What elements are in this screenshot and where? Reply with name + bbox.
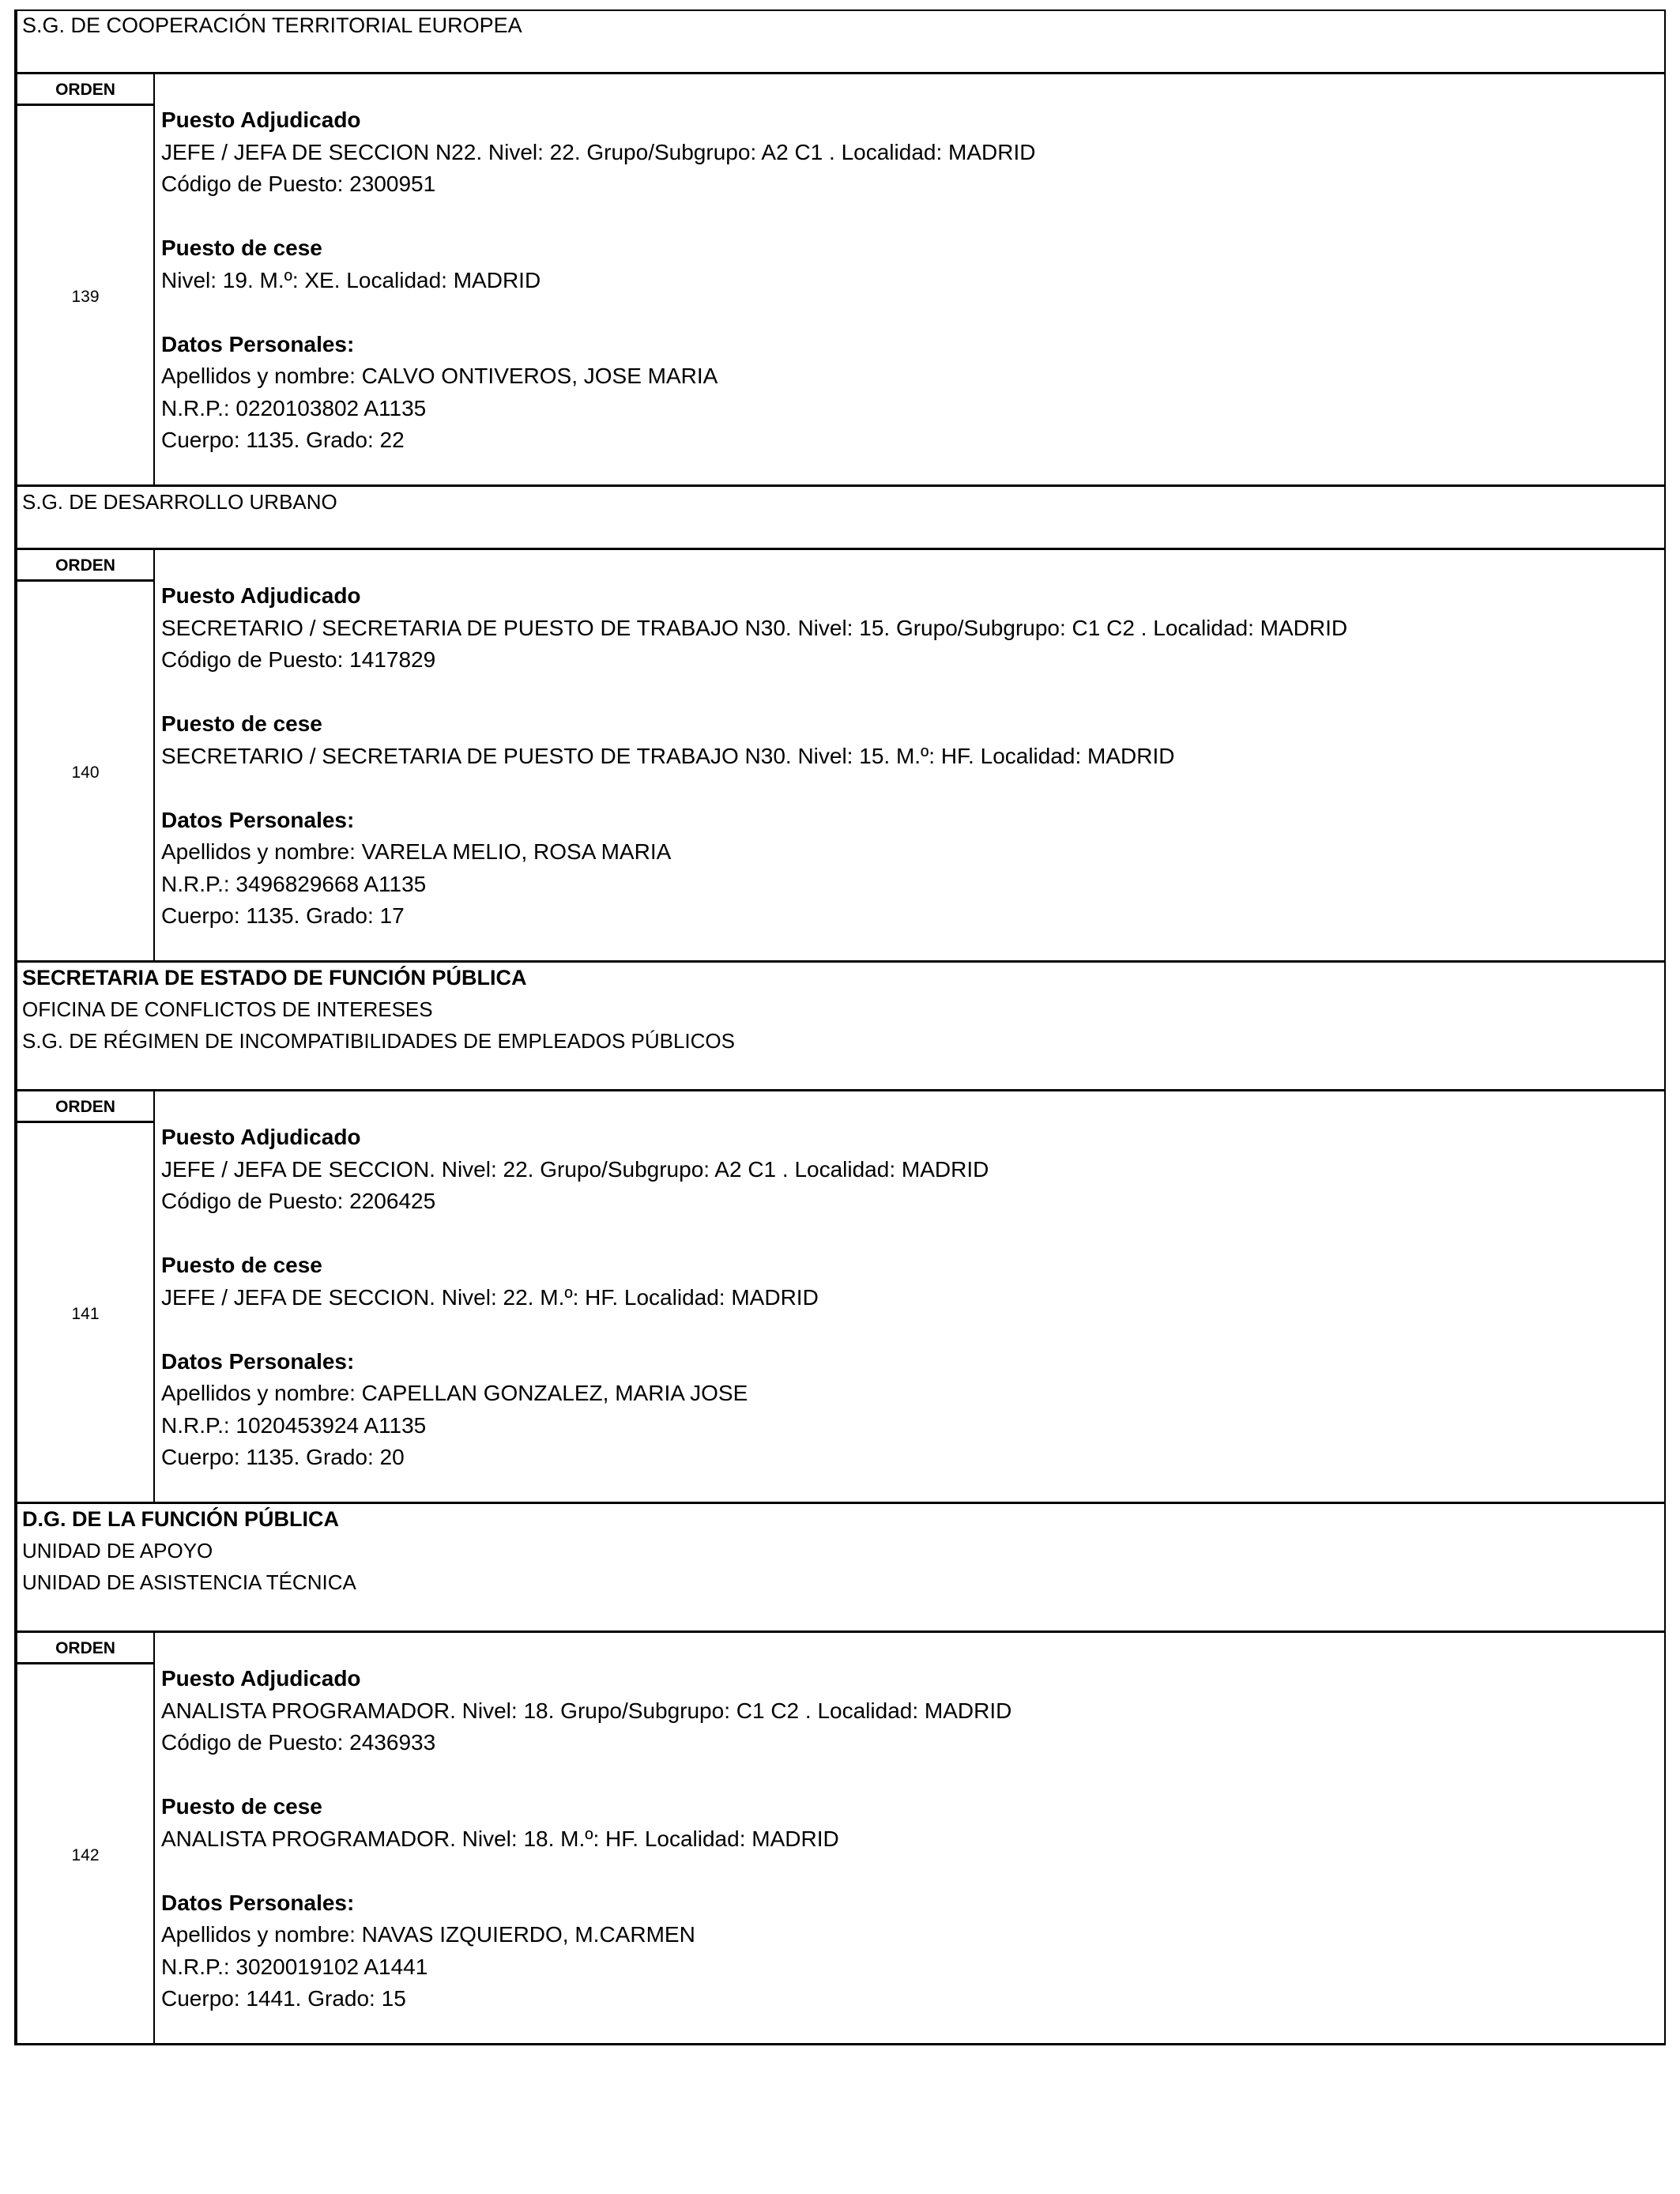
entry-content [161,1122,989,1474]
orden-number: 140 [71,763,100,782]
orden-column [17,550,155,960]
section-header [17,11,1664,74]
apellidos-nombre: Apellidos y nombre: VARELA MELIO, ROSA MARIA [161,839,672,864]
codigo-puesto: Código de Puesto: 2206425 [161,1189,436,1213]
orden-label: ORDEN [17,74,153,106]
entry-row [17,1091,1664,1504]
datos-personales-label: Datos Personales: [161,331,355,356]
section-heading: D.G. DE LA FUNCIÓN PÚBLICA [22,1507,339,1531]
cese-line: ANALISTA PROGRAMADOR. Nivel: 18. M.º: HF. Localidad: MADRID [161,1826,839,1851]
entry-row [17,74,1664,487]
puesto-cese-label: Puesto de cese [161,1794,322,1819]
orden-column [17,1091,155,1502]
puesto-adjudicado-label: Puesto Adjudicado [161,583,361,608]
cese-line: SECRETARIO / SECRETARIA DE PUESTO DE TRABAJO N30. Nivel: 15. M.º: HF. Localidad: MADRID [161,743,1175,768]
codigo-puesto: Código de Puesto: 1417829 [161,647,436,672]
cuerpo-grado: Cuerpo: 1441. Grado: 15 [161,1986,406,2011]
datos-personales-label: Datos Personales: [161,1890,355,1915]
apellidos-nombre: Apellidos y nombre: CALVO ONTIVEROS, JOSE MARIA [161,364,718,388]
puesto-adjudicado-label: Puesto Adjudicado [161,107,361,132]
apellidos-nombre: Apellidos y nombre: CAPELLAN GONZALEZ, MARIA JOSE [161,1381,748,1405]
section-heading: S.G. DE DESARROLLO URBANO [22,490,337,514]
cuerpo-grado: Cuerpo: 1135. Grado: 22 [161,428,405,452]
puesto-adjudicado-label: Puesto Adjudicado [161,1666,361,1691]
cese-line: JEFE / JEFA DE SECCION. Nivel: 22. M.º: HF. Localidad: MADRID [161,1284,819,1310]
section-heading: SECRETARIA DE ESTADO DE FUNCIÓN PÚBLICA [22,966,527,990]
entry-content [161,104,1035,457]
nrp: N.R.P.: 0220103802 A1135 [161,395,427,420]
orden-column [17,74,155,484]
section-header [17,1504,1664,1633]
codigo-puesto: Código de Puesto: 2436933 [161,1730,436,1755]
section-subheading: OFICINA DE CONFLICTOS DE INTERESES [22,997,433,1021]
puesto-cese-label: Puesto de cese [161,711,322,736]
cuerpo-grado: Cuerpo: 1135. Grado: 17 [161,903,405,928]
orden-number: 139 [71,288,100,306]
puesto-cese-label: Puesto de cese [161,236,322,260]
section-subheading: UNIDAD DE ASISTENCIA TÉCNICA [22,1570,356,1594]
puesto-adjudicado-label: Puesto Adjudicado [161,1125,361,1149]
codigo-puesto: Código de Puesto: 2300951 [161,172,436,196]
puesto-cese-label: Puesto de cese [161,1253,322,1277]
orden-number: 142 [71,1846,100,1864]
orden-label: ORDEN [17,1633,153,1664]
entry-content [161,580,1347,933]
document-table [14,9,1666,2045]
entry-row [17,550,1664,963]
section-subheading: UNIDAD DE APOYO [22,1539,213,1563]
adjudicado-line: JEFE / JEFA DE SECCION. Nivel: 22. Grupo/Subgrupo: A2 C1 . Localidad: MADRID [161,1156,989,1182]
nrp: N.R.P.: 3496829668 A1135 [161,871,427,896]
entry-row [17,1633,1664,2045]
orden-label: ORDEN [17,550,153,582]
cuerpo-grado: Cuerpo: 1135. Grado: 20 [161,1445,405,1469]
adjudicado-line: ANALISTA PROGRAMADOR. Nivel: 18. Grupo/Subgrupo: C1 C2 . Localidad: MADRID [161,1698,1012,1723]
orden-number: 141 [71,1305,100,1323]
datos-personales-label: Datos Personales: [161,1348,355,1374]
cese-line: Nivel: 19. M.º: XE. Localidad: MADRID [161,267,541,292]
nrp: N.R.P.: 3020019102 A1441 [161,1954,428,1979]
datos-personales-label: Datos Personales: [161,807,355,832]
orden-column [17,1633,155,2043]
apellidos-nombre: Apellidos y nombre: NAVAS IZQUIERDO, M.CARMEN [161,1922,695,1947]
orden-label: ORDEN [17,1091,153,1123]
adjudicado-line: SECRETARIO / SECRETARIA DE PUESTO DE TRABAJO N30. Nivel: 15. Grupo/Subgrupo: C1 C2 . Localidad: MADRID [161,615,1348,640]
section-header [17,487,1664,550]
section-heading: S.G. DE COOPERACIÓN TERRITORIAL EUROPEA [22,13,522,37]
section-header [17,963,1664,1091]
entry-content [161,1663,1011,2015]
adjudicado-line: JEFE / JEFA DE SECCION N22. Nivel: 22. Grupo/Subgrupo: A2 C1 . Localidad: MADRID [161,139,1036,164]
nrp: N.R.P.: 1020453924 A1135 [161,1412,427,1438]
section-subheading: S.G. DE RÉGIMEN DE INCOMPATIBILIDADES DE EMPLEADOS PÚBLICOS [22,1029,736,1053]
